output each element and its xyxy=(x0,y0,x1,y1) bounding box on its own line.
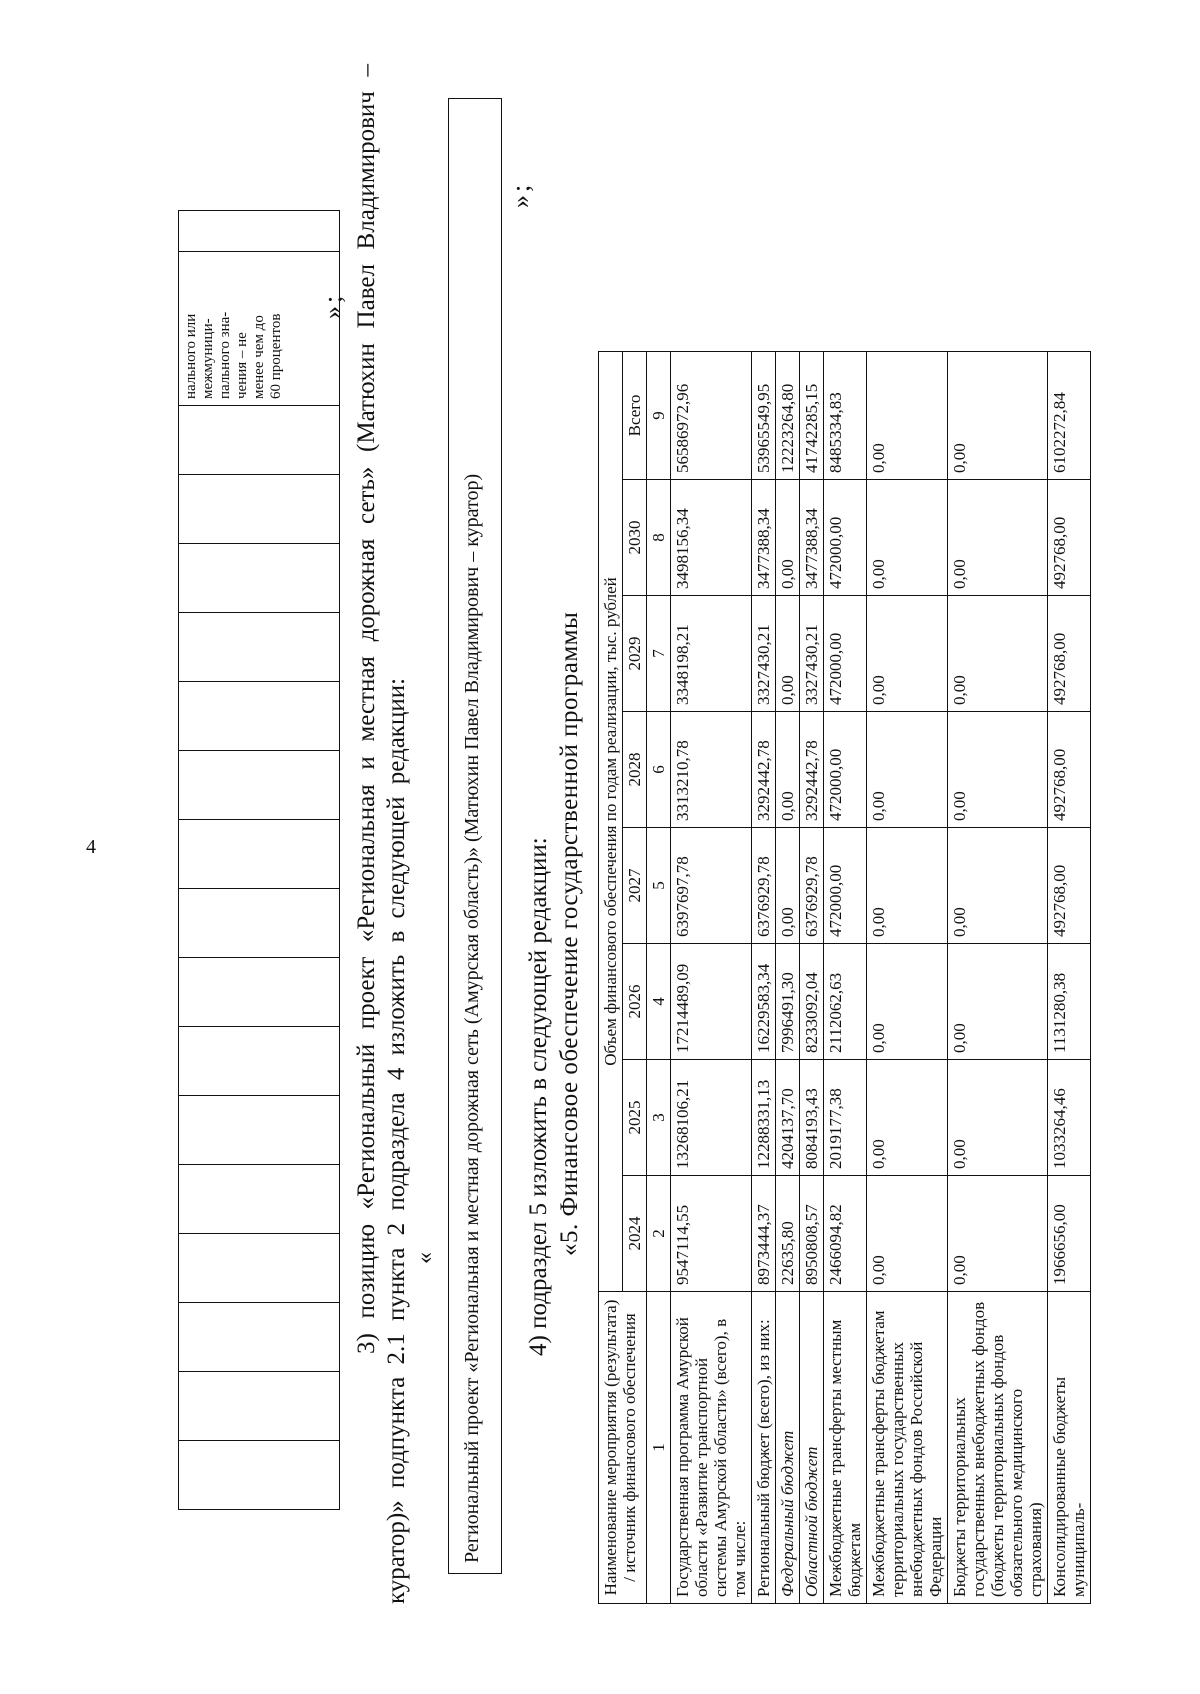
row-value: 0,00 xyxy=(867,480,948,596)
row-value: 3498156,34 xyxy=(671,480,752,596)
cell-line: пального зна- xyxy=(217,311,233,399)
row-value: 0,00 xyxy=(776,712,800,828)
row-name xyxy=(671,1292,752,1604)
row-value: 4204137,70 xyxy=(776,1060,800,1176)
table-cell xyxy=(179,1372,340,1441)
table-row xyxy=(948,352,1048,1604)
row-name xyxy=(867,1292,948,1604)
row-name xyxy=(824,1292,867,1604)
row-value: 0,00 xyxy=(867,1060,948,1176)
row-value: 17214489,09 xyxy=(671,944,752,1060)
header-year: 2029 xyxy=(623,596,647,712)
row-value: 0,00 xyxy=(948,1176,1048,1292)
table-cell xyxy=(179,1234,340,1303)
row-value: 3292442,78 xyxy=(800,712,824,828)
row-value: 0,00 xyxy=(948,1060,1048,1176)
row-value: 9547114,55 xyxy=(671,1176,752,1292)
row-value: 0,00 xyxy=(948,352,1048,480)
row-name xyxy=(800,1292,824,1604)
closing-quote: »; xyxy=(318,292,347,319)
row-value: 8973444,37 xyxy=(752,1176,776,1292)
table-row xyxy=(824,352,867,1604)
column-number: 8 xyxy=(647,480,671,596)
row-value: 7996491,30 xyxy=(776,944,800,1060)
table-row xyxy=(1048,352,1091,1604)
table-cell xyxy=(179,211,340,252)
header-colnum-row xyxy=(647,352,671,1604)
row-value: 0,00 xyxy=(867,352,948,480)
row-name xyxy=(1048,1292,1091,1604)
row-value: 3348198,21 xyxy=(671,596,752,712)
row-value: 8950808,57 xyxy=(800,1176,824,1292)
column-number: 1 xyxy=(647,1292,671,1604)
closing-quote-2: »; xyxy=(506,181,535,208)
row-value: 2019177,38 xyxy=(824,1060,867,1176)
table-cell xyxy=(179,889,340,958)
header-year: 2028 xyxy=(623,712,647,828)
row-value: 1966656,00 xyxy=(1048,1176,1091,1292)
table-row xyxy=(867,352,948,1604)
column-number: 6 xyxy=(647,712,671,828)
row-value: 0,00 xyxy=(948,828,1048,944)
table-cell xyxy=(179,1027,340,1096)
column-number: 3 xyxy=(647,1060,671,1176)
row-value: 472000,00 xyxy=(824,596,867,712)
row-value: 3477388,34 xyxy=(800,480,824,596)
row-name xyxy=(948,1292,1048,1604)
header-volume: Объем финансового обеспечения по годам реализации, тыс. рублей xyxy=(599,352,623,1292)
row-value: 3327430,21 xyxy=(800,596,824,712)
header-year: Всего xyxy=(623,352,647,480)
row-value: 0,00 xyxy=(867,828,948,944)
row-value: 0,00 xyxy=(948,712,1048,828)
table-cell xyxy=(179,751,340,820)
cell-line: менее чем до xyxy=(251,315,267,399)
row-value: 472000,00 xyxy=(824,480,867,596)
column-number: 5 xyxy=(647,828,671,944)
header-year: 2026 xyxy=(623,944,647,1060)
row-value: 12288331,13 xyxy=(752,1060,776,1176)
row-name-text: Консолидированные бюджеты муниципаль- xyxy=(1050,1376,1088,1597)
row-value: 12223264,80 xyxy=(776,352,800,480)
row-value: 6376929,78 xyxy=(752,828,776,944)
column-number: 9 xyxy=(647,352,671,480)
table-cell xyxy=(179,958,340,1027)
row-name-text: Областной бюджет xyxy=(802,1446,821,1597)
row-value: 3477388,34 xyxy=(752,480,776,596)
row-value: 0,00 xyxy=(867,1176,948,1292)
row-name-text: Межбюджетные трансферты местным бюджетам xyxy=(826,1319,864,1597)
header-name: Наименование мероприятия (результата) / источник финансового обеспечения xyxy=(599,1292,647,1604)
table-body xyxy=(671,352,1091,1604)
column-number: 2 xyxy=(647,1176,671,1292)
row-value: 472000,00 xyxy=(824,712,867,828)
finance-table xyxy=(598,351,1091,1604)
table-cell xyxy=(179,544,340,613)
cell-line: межмуници- xyxy=(200,318,216,399)
table-row xyxy=(671,352,752,1604)
row-value: 0,00 xyxy=(867,944,948,1060)
header-year: 2025 xyxy=(623,1060,647,1176)
row-value: 0,00 xyxy=(948,944,1048,1060)
row-value: 0,00 xyxy=(776,596,800,712)
table-cell xyxy=(179,1096,340,1165)
table-row xyxy=(800,352,824,1604)
row-name-text: Федеральный бюджет xyxy=(778,1430,797,1597)
row-name xyxy=(776,1292,800,1604)
table-cell xyxy=(179,682,340,751)
row-value: 0,00 xyxy=(867,596,948,712)
row-value: 56586972,96 xyxy=(671,352,752,480)
row-value: 6102272,84 xyxy=(1048,352,1091,480)
column-number: 7 xyxy=(647,596,671,712)
row-value: 8233092,04 xyxy=(800,944,824,1060)
top-table-fragment xyxy=(178,210,340,1510)
cell-line: нального или xyxy=(183,313,199,399)
row-value: 22635,80 xyxy=(776,1176,800,1292)
row-value: 53965549,95 xyxy=(752,352,776,480)
row-value: 0,00 xyxy=(776,828,800,944)
header-year: 2030 xyxy=(623,480,647,596)
paragraph-4: 4) подраздел 5 изложить в следующей редакции: xyxy=(525,837,552,1356)
cell-line: 60 процентов xyxy=(268,313,284,399)
row-value: 0,00 xyxy=(948,596,1048,712)
row-value: 2112062,63 xyxy=(824,944,867,1060)
table-cell xyxy=(179,475,340,544)
table-cell-text xyxy=(179,252,340,406)
header-year: 2027 xyxy=(623,828,647,944)
row-name xyxy=(752,1292,776,1604)
row-value: 3292442,78 xyxy=(752,712,776,828)
row-name-text: Межбюджетные трансферты бюджетам территориальных государственных внебюджетных фондов Российской Федерации xyxy=(869,1310,945,1597)
table-cell xyxy=(179,406,340,475)
page-number: 4 xyxy=(86,836,96,858)
table-cell xyxy=(179,820,340,889)
row-value: 41742285,15 xyxy=(800,352,824,480)
row-value: 492768,00 xyxy=(1048,828,1091,944)
row-value: 2466094,82 xyxy=(824,1176,867,1292)
table-row xyxy=(776,352,800,1604)
row-value: 0,00 xyxy=(776,480,800,596)
row-value: 3313210,78 xyxy=(671,712,752,828)
row-value: 492768,00 xyxy=(1048,480,1091,596)
row-value: 1131280,38 xyxy=(1048,944,1091,1060)
section-title: «5. Финансовое обеспечение государственной программы xyxy=(556,611,583,1256)
table-cell xyxy=(179,1303,340,1372)
row-name-text: Бюджеты территориальных государственных внебюджетных фондов (бюджеты территориальных фондов обязательного медицинского страхования) xyxy=(950,1301,1045,1597)
row-value: 6397697,78 xyxy=(671,828,752,944)
opening-quote: « xyxy=(412,1252,438,1264)
row-value: 0,00 xyxy=(867,712,948,828)
row-name-text: Региональный бюджет (всего), из них: xyxy=(754,1319,773,1597)
cell-line: чения – не xyxy=(234,332,250,399)
row-name-text: Государственная программа Амурской области «Развитие транспортной системы Амурской области» (всего), в том числе: xyxy=(673,1317,749,1597)
table-cell xyxy=(179,1165,340,1234)
row-value: 6376929,78 xyxy=(800,828,824,944)
row-value: 3327430,21 xyxy=(752,596,776,712)
row-value: 492768,00 xyxy=(1048,712,1091,828)
table-cell xyxy=(179,613,340,682)
boxed-project-text: Региональный проект «Региональная и местная дорожная сеть (Амурская область)» (Матюхин Павел Владимирович – куратор) xyxy=(448,98,502,1574)
column-number: 4 xyxy=(647,944,671,1060)
row-value: 8084193,43 xyxy=(800,1060,824,1176)
row-value: 492768,00 xyxy=(1048,596,1091,712)
row-value: 472000,00 xyxy=(824,828,867,944)
row-value: 16229583,34 xyxy=(752,944,776,1060)
table-cell xyxy=(179,1441,340,1510)
row-value: 8485334,83 xyxy=(824,352,867,480)
row-value: 1033264,46 xyxy=(1048,1060,1091,1176)
paragraph-3: 3) позицию «Региональный проект «Региональная и местная дорожная сеть» (Матюхин Павел Владимирович – куратор)» подпункта 2.1 пункта 2 подраздела 4 изложить в следующей редакции: xyxy=(353,64,410,1604)
row-value: 13268106,21 xyxy=(671,1060,752,1176)
header-year: 2024 xyxy=(623,1176,647,1292)
table-row xyxy=(752,352,776,1604)
row-value: 0,00 xyxy=(948,480,1048,596)
